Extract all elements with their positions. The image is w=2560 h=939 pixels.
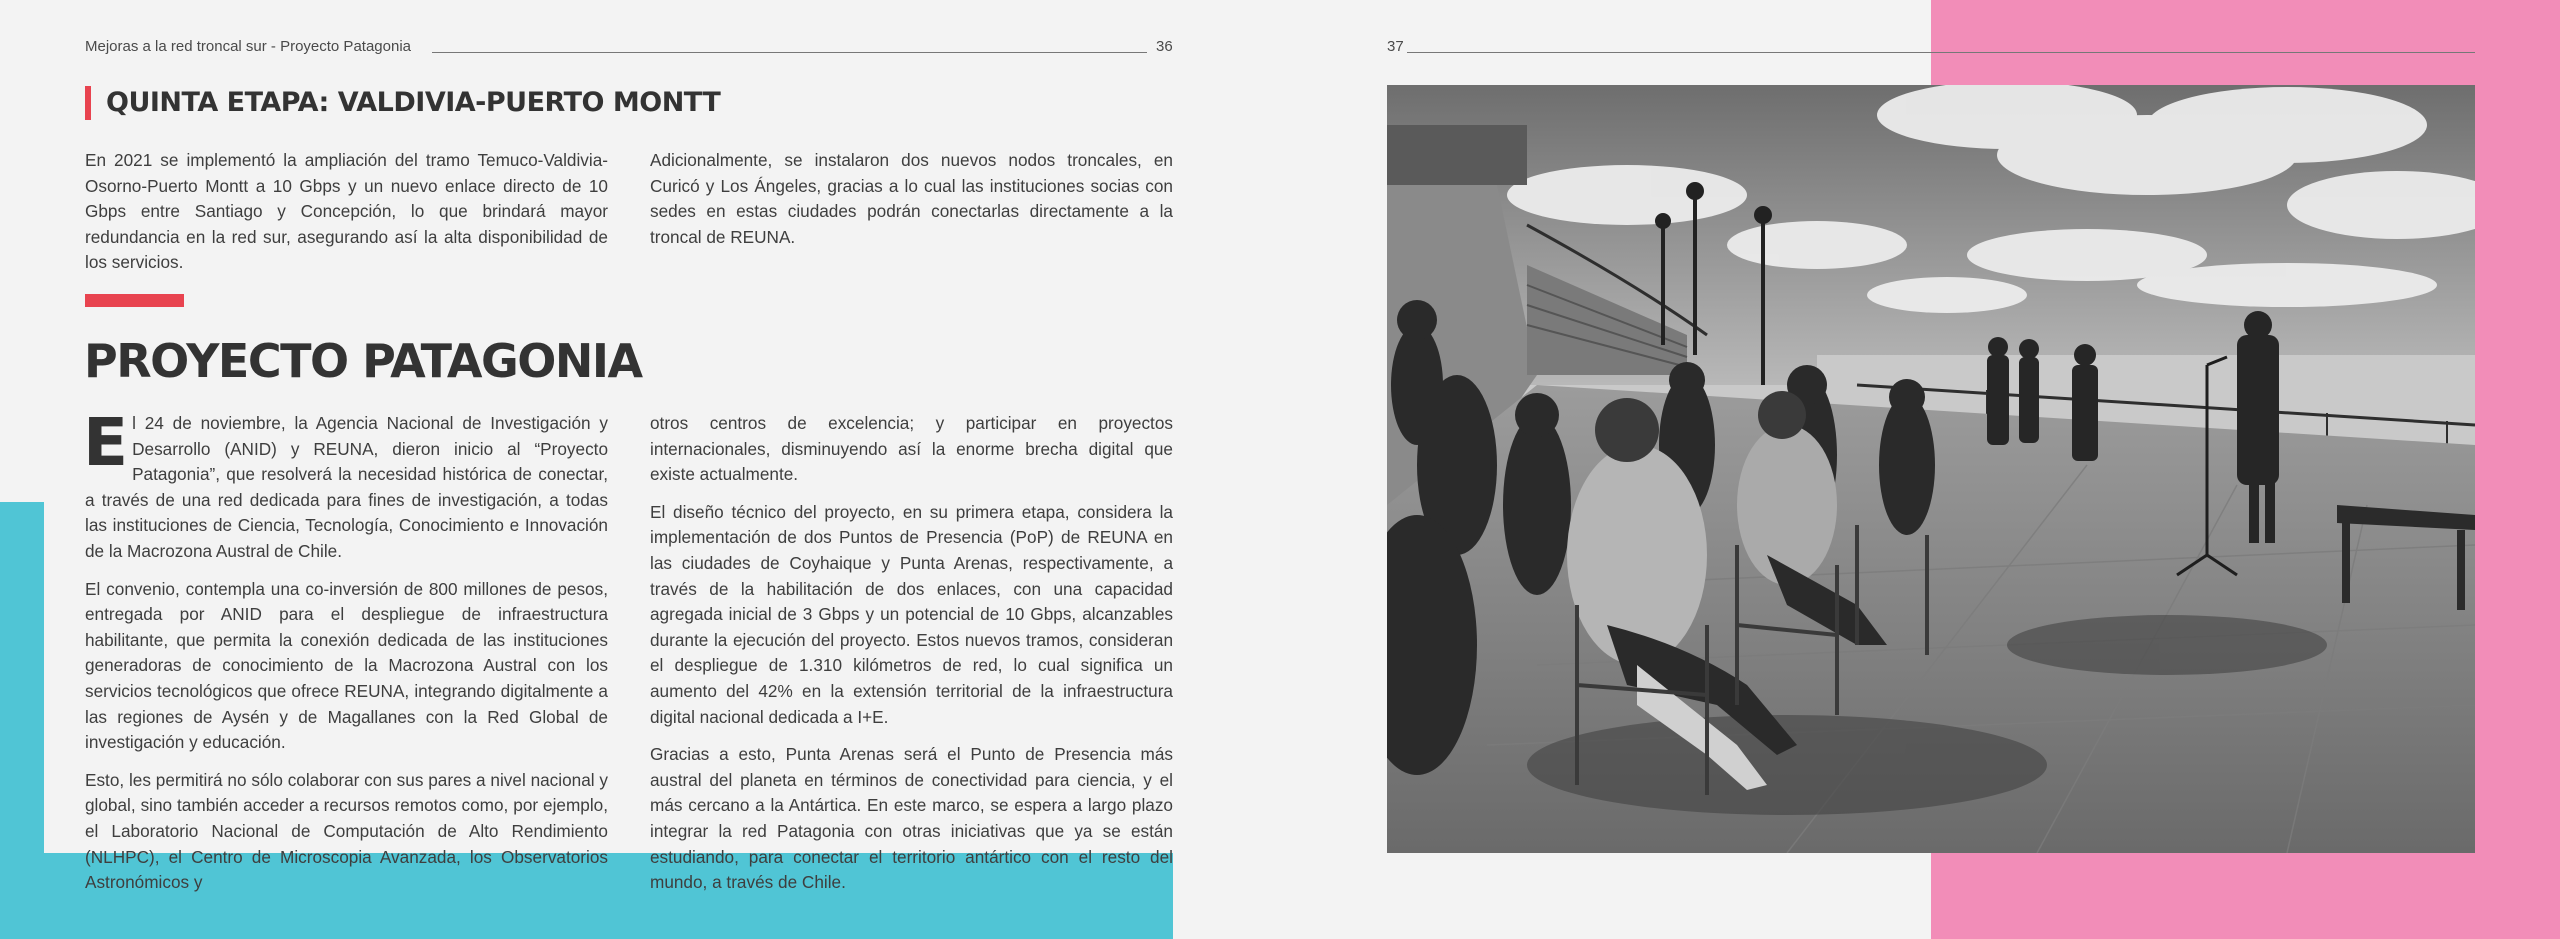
stage5-paragraph-2: Adicionalmente, se instalaron dos nuevos nodos troncales, en Curicó y Los Ángeles, gracias a lo cual las instituciones socias con sedes en estas ciudades podrán conectarlas directamente a la troncal de REUNA. — [650, 150, 1173, 247]
drop-cap: E — [83, 404, 129, 481]
page-number-left: 36 — [1156, 38, 1173, 55]
section-accent-bar-large — [85, 294, 184, 307]
patagonia-paragraph-2: El convenio, contempla una co-inversión de 800 millones de pesos, entregada por ANID para el despliegue de infraestructura habilitante, que permita la conexión dedicada de las instituciones generadoras de conocimiento de la Macrozona Austral con los servicios tecnológicos que ofrece REUNA, integrando digitalmente a las regiones de Aysén y de Magallanes con la Red Global de investigación y educación. — [85, 578, 608, 753]
section-title-stage5: QUINTA ETAPA: VALDIVIA-PUERTO MONTT — [106, 87, 721, 118]
patagonia-paragraph-1-text: l 24 de noviembre, la Agencia Nacional de Investigación y Desarrollo (ANID) y REUNA, dieron inicio al “Proyecto Patagonia”, que resolverá la necesidad histórica de conectar, a través de una red dedicada para fines de investigación, a todas las instituciones de Ciencia, Tecnología, Conocimiento e Innovación de la Macrozona Austral de Chile. — [85, 413, 608, 561]
stage5-column-2 — [650, 148, 1173, 250]
section-accent-bar — [85, 86, 91, 120]
patagonia-paragraph-5: El diseño técnico del proyecto, en su primera etapa, considera la implementación de dos Puntos de Presencia (PoP) de REUNA en las ciudades de Coyhaique y Punta Arenas, respectivamente, a través de la habilitación de dos enlaces, con una capacidad agregada inicial de 3 Gbps y un potencial de 10 Gbps, alcanzables durante la ejecución del proyecto. Estos nuevos tramos, consideran el despliegue de 1.310 kilómetros de red, lo cual significa un aumento del 42% en la extensión territorial de la infraestructura digital nacional dedicada a I+E. — [650, 501, 1173, 727]
header-rule-right — [1407, 52, 2475, 53]
section-title-patagonia: PROYECTO PATAGONIA — [84, 334, 642, 388]
patagonia-paragraph-6: Gracias a esto, Punta Arenas será el Punto de Presencia más austral del planeta en términos de conectividad para ciencia, y el más cercano a la Antártica. En este marco, se espera a largo plazo integrar la red Patagonia con otras iniciativas que ya se están estudiando, para conectar el territorio antártico con el resto del mundo, a través de Chile. — [650, 744, 1173, 893]
patagonia-paragraph-3: Esto, les permitirá no sólo colaborar con sus pares a nivel nacional y global, sino también acceder a recursos remotos como, por ejemplo, el Laboratorio Nacional de Computación de Alto Rendimiento (NLHPC), el Centro de Microscopia Avanzada, los Observatorios Astronómicos y — [85, 769, 608, 893]
header-rule-left — [432, 52, 1147, 53]
patagonia-column-1 — [83, 404, 608, 896]
page-number-right: 37 — [1387, 38, 1404, 55]
patagonia-paragraph-4: otros centros de excelencia; y participar en proyectos internacionales, disminuyendo así la enorme brecha digital que existe actualmente. — [650, 413, 1173, 485]
stage5-paragraph-1: En 2021 se implementó la ampliación del tramo Temuco-Valdivia-Osorno-Puerto Montt a 10 Gbps y un nuevo enlace directo de 10 Gbps entre Santiago y Concepción, lo que brindará mayor redundancia en la red sur, asegurando así la alta disponibilidad de los servicios. — [85, 150, 608, 273]
patagonia-paragraph-1 — [83, 404, 608, 565]
running-title: Mejoras a la red troncal sur - Proyecto Patagonia — [85, 38, 411, 55]
event-photo — [1387, 85, 2475, 853]
stage5-column-1 — [85, 148, 608, 276]
patagonia-column-2 — [650, 411, 1173, 896]
